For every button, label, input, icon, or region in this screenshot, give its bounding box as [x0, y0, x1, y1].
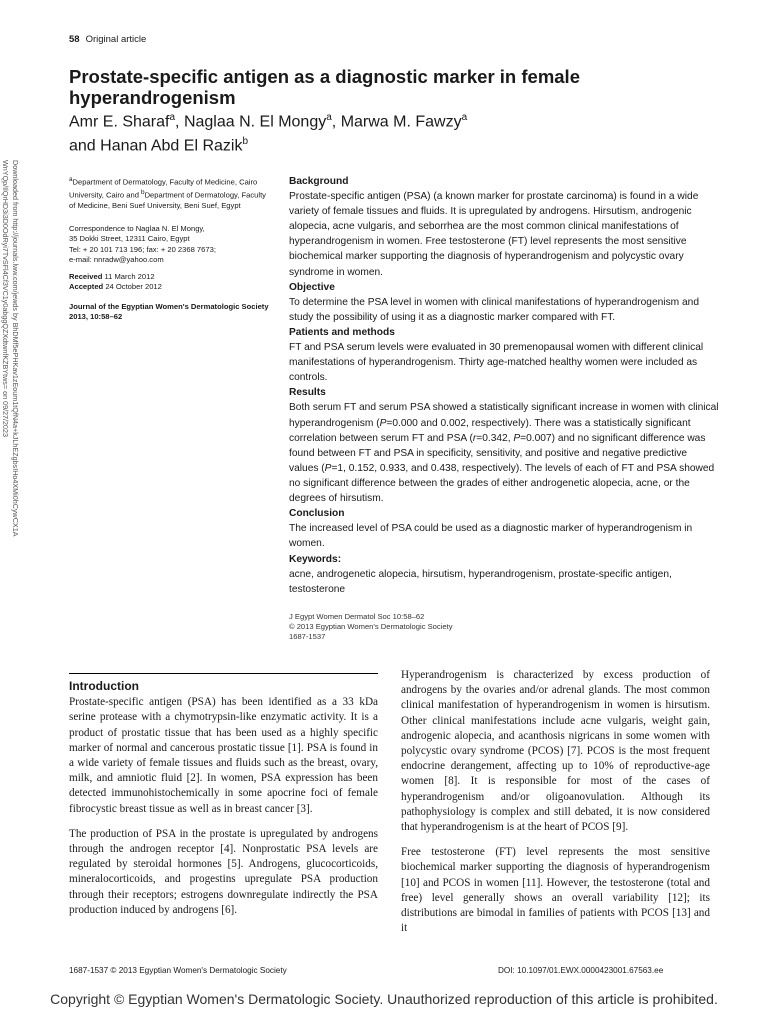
affil-sup: a [69, 176, 73, 183]
results-part: =0.000 and 0.002, respectively). There was a statistically significant correlation between serum FT and PSA ( [289, 417, 691, 444]
objective-text: To determine the PSA level in women with clinical manifestations of hyperandrogenism and study the possibility of using it as a diagnostic marker compared with FT. [289, 296, 699, 323]
article-dates [69, 272, 274, 293]
keywords [289, 552, 719, 597]
author-name: Amr E. Sharaf [69, 113, 170, 131]
author-sep: , [331, 113, 341, 131]
citation-block [289, 612, 589, 642]
p-symbol: P [513, 432, 521, 444]
r-symbol: r [472, 432, 477, 444]
copyright-notice: Copyright © Egyptian Women's Dermatologic Society. Unauthorized reproduction of this article is prohibited. [50, 991, 718, 1007]
page-number: 58 [69, 34, 80, 45]
correspondence-line: Correspondence to Naglaa N. El Mongy, [69, 224, 205, 233]
p-symbol: P [324, 462, 332, 474]
correspondence-email: e-mail: nnradw@yahoo.com [69, 254, 164, 264]
received-label: Received [69, 272, 103, 281]
running-header [69, 34, 146, 45]
results-part: =0.342, [476, 432, 514, 444]
author-sup: a [326, 112, 332, 123]
objective-heading: Objective [289, 281, 335, 293]
journal-info: Journal of the Egyptian Women's Dermatologic Society 2013, 10:58–62 [69, 302, 269, 322]
results-text [289, 400, 719, 506]
author-list [69, 108, 669, 157]
watermark-line-1: Downloaded from http://journals.lww.com/jewds by BhDMf5ePHKav1zEoum1tQfN4a+kJLhEZgbsIHo4XMi0hCywCX1A [11, 160, 20, 537]
methods-text: FT and PSA serum levels were evaluated in 30 premenopausal women with different clinical manifestations of hyperandrogenism. Thirty age-matched healthy women were included as controls. [289, 342, 704, 384]
watermark-line-2: WnYQp/IlQrHD3i3D0OdRyi7TvSFl4Cf3VC1y0abggQZXdtwnfKZBYtws= on 09/27/2023 [1, 160, 10, 438]
download-watermark [1, 160, 32, 610]
introduction-heading: Introduction [69, 679, 139, 693]
affiliations [69, 175, 274, 211]
results-part: Both serum FT and serum PSA showed a statistically significant increase in women with clinical hyperandrogenism ( [289, 402, 719, 429]
affil-text: Department of Dermatology, Faculty of Medicine, Cairo University, Cairo and [69, 177, 258, 200]
article-title: Prostate-specific antigen as a diagnostic marker in female hyperandrogenism [69, 66, 580, 108]
body-paragraph: Hyperandrogenism is characterized by excess production of androgens by the ovaries and/or adrenal glands. The most common clinical manifestation of hyperandrogenism in women is hirsutism. Other clinical manifestations include acne vulgaris, weight gain, androgenic alopecia, and acanthosis nigricans in some women with polycystic ovary syndrome (PCOS) [7]. PCOS is the most frequent endocrine derangement, affecting up to 10% of reproductive-age women [8]. It is responsible for most of the cases of hyperandrogenism and/or oligoanovulation. Although its pathophysiology is complex and still debated, it is now considered that hyperandrogenism is at the heart of PCOS [9]. [401, 669, 710, 834]
author-sup: a [169, 112, 176, 123]
keywords-text: acne, androgenetic alopecia, hirsutism, hyperandrogenism, prostate-specific antigen, testosterone [289, 569, 672, 596]
section-divider [69, 673, 378, 674]
body-paragraph: Prostate-specific antigen (PSA) has been identified as a 33 kDa serine protease with a chymotrypsin-like enzymatic activity. It is a product of prostatic tissue that has been used as a highly specific marker of normal and cancerous prostatic tissue [1]. PSA is found in a wide variety of female tissues and fluids such as the breast, ovary, milk, and amniotic fluid [2]. In women, PSA expression has been detected immunohistochemically in some apocrine foci of female fibrocystic breast tissue as well as in breast cancer [3]. [69, 696, 378, 815]
accepted-date: 24 October 2012 [105, 282, 162, 292]
correspondence-line: 35 Dokki Street, 12311 Cairo, Egypt [69, 234, 190, 244]
footer-doi: DOI: 10.1097/01.EWX.0000423001.67563.ee [498, 966, 664, 975]
body-column-right [401, 668, 710, 946]
affil-text: Department of Dermatology, Faculty of Medicine, Beni Suef University, Beni Suef, Egypt [69, 190, 266, 210]
correspondence [69, 224, 274, 265]
methods-heading: Patients and methods [289, 326, 395, 338]
received-date: 11 March 2012 [104, 272, 155, 281]
citation-line: 1687-1537 [289, 632, 326, 641]
keywords-heading: Keywords: [289, 554, 342, 565]
body-column-left [69, 679, 378, 928]
citation-line: © 2013 Egyptian Women's Dermatologic Society [289, 622, 453, 631]
background-text: Prostate-specific antigen (PSA) (a known marker for prostate carcinoma) is found in a wide variety of female tissues and fluids. It is upregulated by androgens. Hirsutism, androgenic alopecia, acne vulgaris, and seborrhea are the most common clinical manifestations of hyperandrogenism in women. Free testosterone (FT) level represents the most sensitive biochemical marker supporting the diagnosis of hyperandrogenism and polycystic ovary syndrome in women. [289, 191, 699, 278]
author-name: Marwa M. Fawzy [340, 113, 462, 131]
conclusion-heading: Conclusion [289, 508, 345, 520]
conclusion-text: The increased level of PSA could be used as a diagnostic marker of hyperandrogenism in women. [289, 523, 693, 550]
footer-issn: 1687-1537 © 2013 Egyptian Women's Dermatologic Society [69, 966, 287, 975]
correspondence-line: Tel: + 20 101 713 196; fax: + 20 2368 7673; [69, 244, 216, 254]
author-sep: , [175, 113, 184, 131]
results-heading: Results [289, 387, 326, 399]
author-name: and Hanan Abd El Razik [69, 137, 243, 155]
background-heading: Background [289, 176, 349, 187]
author-sup: a [461, 112, 468, 123]
p-symbol: P [379, 417, 387, 429]
results-part: =0.007) and no significant difference was found between FT and PSA in specificity, sensitivity, and positive and negative predictive values ( [289, 432, 706, 474]
author-sup: b [242, 136, 249, 148]
citation-line: J Egypt Women Dermatol Soc 10:58–62 [289, 612, 425, 621]
body-paragraph: The production of PSA in the prostate is upregulated by androgens through the androgen receptor [4]. Nonprostatic PSA levels are regulated by steroidal hormones [5]. Androgens, glucocorticoids, mineralocorticoids, and progestins upregulate PSA production through their receptors; estrogens downregulate indirectly the PSA production induced by androgens [6]. [69, 827, 378, 916]
abstract [289, 174, 719, 551]
affil-sup: b [141, 188, 145, 196]
author-line-1 [69, 108, 669, 132]
author-line-2 [69, 132, 669, 156]
section-label: Original article [85, 34, 147, 45]
author-name: Naglaa N. El Mongy [183, 113, 327, 131]
accepted-label: Accepted [69, 282, 104, 292]
body-paragraph: Free testosterone (FT) level represents the most sensitive biochemical marker supporting the diagnosis of hyperandrogenism [10] and PCOS in women [11]. However, the testosterone (total and free) level generally shows an overall variability [12]; its distributions are bimodal in families of patients with PCOS [13] and it [401, 846, 710, 935]
results-part: =1, 0.152, 0.933, and 0.438, respectively). The levels of each of FT and PSA showed no significant difference between the grades of either androgenetic alopecia, acne, or the degrees of hirsutism. [289, 462, 715, 504]
